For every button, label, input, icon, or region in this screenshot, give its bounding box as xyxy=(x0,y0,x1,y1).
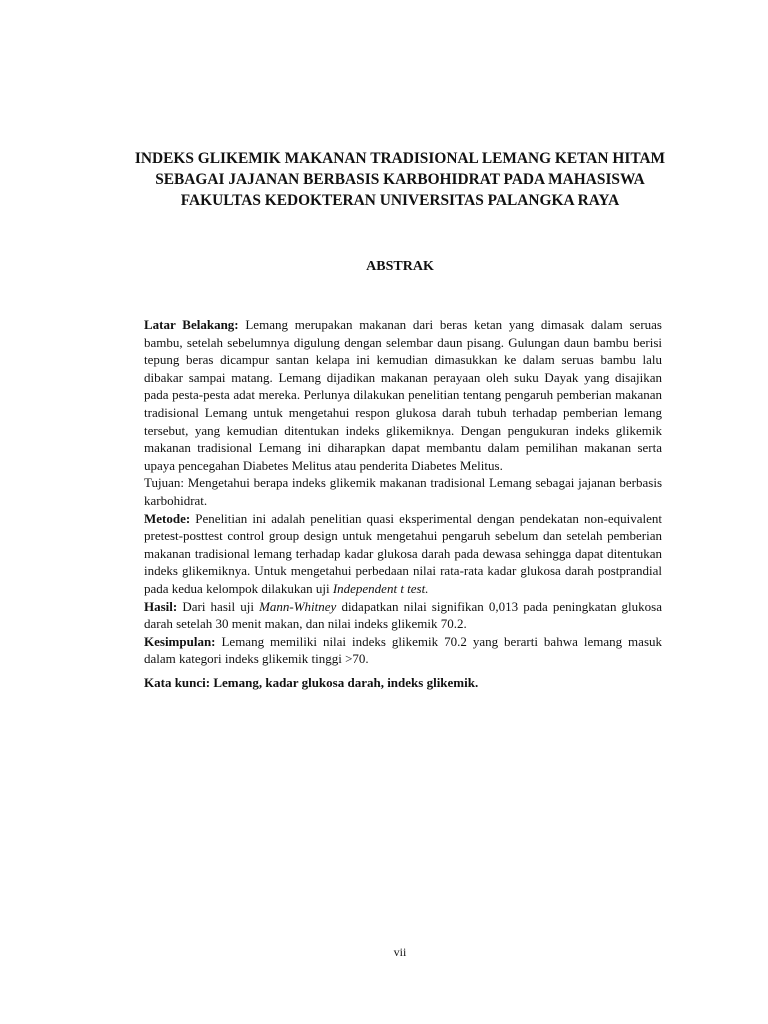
text-metode: Penelitian ini adalah penelitian quasi eksperimental dengan pendekatan non-equivalent pretest-posttest control group design untuk mengetahui pengaruh sebelum dan setelah pemberian makanan tradisional lemang terhadap kadar glukosa darah pada dewasa sehingga dapat ditentukan indeks glikemiknya. Untuk mengetahui perbedaan nilai rata-rata kadar glukosa darah postprandial pada kedua kelompok dilakukan uji xyxy=(144,510,662,596)
italic-metode-test: Independent t test. xyxy=(332,580,429,596)
label-kesimpulan: Kesimpulan: xyxy=(144,633,216,649)
page-number: vii xyxy=(393,945,407,959)
text-tujuan: Tujuan: Mengetahui berapa indeks glikemik makanan tradisional Lemang sebagai jajanan berbasis karbohidrat. xyxy=(144,475,662,508)
document-title: INDEKS GLIKEMIK MAKANAN TRADISIONAL LEMANG KETAN HITAM SEBAGAI JAJANAN BERBASIS KARBOHIDRAT PADA MAHASISWA FAKULTAS KEDOKTERAN UNIVERSITAS PALANGKA RAYA xyxy=(134,150,666,209)
label-latar-belakang: Latar Belakang: xyxy=(144,317,239,332)
abstract-body xyxy=(144,316,662,691)
label-metode: Metode: xyxy=(144,510,191,526)
keywords: Kata kunci: Lemang, kadar glukosa darah, indeks glikemik. xyxy=(144,674,479,690)
italic-hasil-test: Mann-Whitney xyxy=(259,598,337,614)
text-hasil-after: didapatkan nilai signifikan 0,013 pada peningkatan glukosa darah setelah 30 menit makan, dan nilai indeks glikemik 70.2. xyxy=(144,598,662,632)
abstract-heading: ABSTRAK xyxy=(366,259,434,274)
paragraph-latar-belakang xyxy=(144,316,662,474)
text-kesimpulan: Lemang memiliki nilai indeks glikemik 70.2 yang berarti bahwa lemang masuk dalam kategori indeks glikemik tinggi >70. xyxy=(144,633,662,667)
paragraph-hasil xyxy=(144,598,662,633)
text-hasil-before: Dari hasil uji xyxy=(177,598,260,614)
paragraph-kesimpulan xyxy=(144,633,662,668)
label-hasil: Hasil: xyxy=(144,598,178,614)
paragraph-tujuan xyxy=(144,474,662,509)
text-latar-belakang: Lemang merupakan makanan dari beras ketan yang dimasak dalam seruas bambu, setelah sebelumnya digulung dengan selembar daun pisang. Gulungan daun bambu berisi tepung beras dicampur santan kelapa ini kemudian dimasukkan ke dalam seruas bambu lalu dibakar sampai matang. Lemang dijadikan makanan perayaan oleh suku Dayak yang disajikan pada pesta-pesta adat mereka. Perlunya dilakukan penelitian tentang pengaruh pemberian makanan tradisional Lemang untuk mengetahui respon glukosa darah tubuh terhadap pemberian lemang tersebut, yang kemudian ditentukan indeks glikemiknya. Dengan pengukuran indeks glikemik makanan tradisional Lemang ini diharapkan dapat membantu dalam pemilihan makanan serta upaya pencegahan Diabetes Melitus atau penderita Diabetes Melitus. xyxy=(144,317,662,473)
paragraph-metode xyxy=(144,510,662,598)
